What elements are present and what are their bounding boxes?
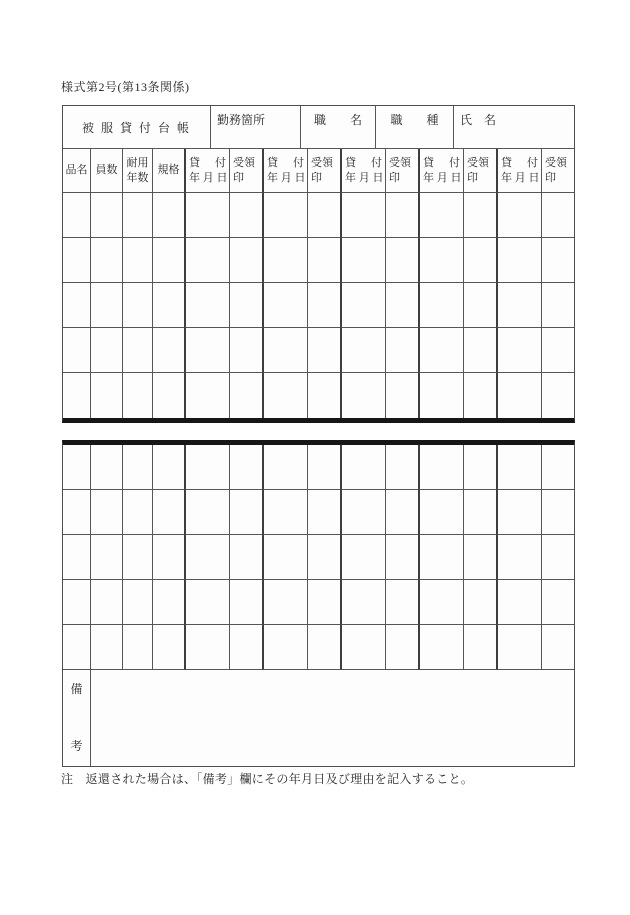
empty-cell	[262, 445, 308, 490]
empty-cell	[91, 373, 123, 418]
empty-cell	[123, 238, 153, 283]
empty-cell	[262, 283, 308, 328]
empty-cell	[386, 283, 418, 328]
loan-char-left: 貸	[345, 156, 356, 169]
empty-cell	[184, 193, 230, 238]
empty-cell	[386, 580, 418, 625]
empty-cell	[386, 625, 418, 670]
table-row	[63, 490, 574, 535]
receipt-seal-line1: 受領	[545, 156, 567, 169]
empty-cell	[542, 193, 574, 238]
empty-cell	[230, 373, 262, 418]
col-header-quantity: 員数	[91, 149, 123, 193]
empty-cell	[123, 373, 153, 418]
table-row	[63, 373, 574, 418]
empty-cell	[262, 535, 308, 580]
empty-cell	[262, 580, 308, 625]
col-header-receipt-seal	[542, 149, 574, 193]
empty-cell	[123, 490, 153, 535]
empty-cell	[308, 625, 340, 670]
empty-cell	[542, 625, 574, 670]
empty-cell	[153, 580, 184, 625]
col-header-loan-date	[184, 149, 230, 193]
remarks-content-cell	[91, 670, 574, 766]
name-cell: 氏 名	[454, 106, 574, 149]
empty-cell	[418, 490, 464, 535]
col-header-loan-date	[496, 149, 542, 193]
empty-cell	[542, 580, 574, 625]
receipt-seal-line1: 受領	[467, 156, 489, 169]
empty-cell	[496, 580, 542, 625]
empty-cell	[496, 625, 542, 670]
col-header-loan-date	[418, 149, 464, 193]
empty-cell	[91, 580, 123, 625]
empty-cell	[262, 373, 308, 418]
empty-cell	[123, 580, 153, 625]
empty-cell	[91, 445, 123, 490]
empty-cell	[230, 580, 262, 625]
col-header-receipt-seal	[464, 149, 496, 193]
empty-cell	[230, 625, 262, 670]
empty-cell	[496, 328, 542, 373]
empty-cell	[542, 373, 574, 418]
empty-cell	[464, 193, 496, 238]
col-header-loan-date	[262, 149, 308, 193]
empty-cell	[340, 490, 386, 535]
empty-cell	[496, 373, 542, 418]
receipt-seal-line1: 受領	[389, 156, 411, 169]
empty-cell	[153, 238, 184, 283]
empty-cell	[123, 445, 153, 490]
empty-cell	[542, 535, 574, 580]
empty-cell	[542, 445, 574, 490]
col-header-receipt-seal	[386, 149, 418, 193]
empty-cell	[464, 535, 496, 580]
receipt-seal-line2: 印	[233, 171, 244, 184]
empty-cell	[496, 238, 542, 283]
col-header-receipt-seal	[308, 149, 340, 193]
empty-cell	[386, 328, 418, 373]
empty-cell	[418, 625, 464, 670]
empty-cell	[153, 373, 184, 418]
empty-cell	[123, 535, 153, 580]
receipt-seal-line1: 受領	[233, 156, 255, 169]
loan-char-right: 付	[527, 156, 538, 169]
empty-cell	[230, 490, 262, 535]
empty-cell	[153, 328, 184, 373]
empty-cell	[464, 283, 496, 328]
col-header-item-name: 品名	[63, 149, 91, 193]
loan-char-left: 貸	[423, 156, 434, 169]
loan-date-line2: 年 月 日	[189, 171, 228, 184]
empty-cell	[308, 535, 340, 580]
work-location-cell: 勤務箇所	[211, 106, 301, 149]
empty-cell	[153, 283, 184, 328]
table-row	[63, 625, 574, 670]
col-header-loan-date	[340, 149, 386, 193]
empty-cell	[63, 193, 91, 238]
empty-cell	[418, 193, 464, 238]
empty-cell	[184, 625, 230, 670]
empty-cell	[308, 445, 340, 490]
empty-cell	[153, 625, 184, 670]
footnote: 注 返還された場合は、「備考」欄にその年月日及び理由を記入すること。	[61, 772, 474, 786]
form-number-label: 様式第2号(第13条関係)	[61, 80, 190, 94]
empty-cell	[91, 193, 123, 238]
table-row	[63, 445, 574, 490]
empty-cell	[340, 535, 386, 580]
empty-cell	[418, 445, 464, 490]
col-header-useful-life	[123, 149, 153, 193]
useful-life-line2: 年数	[126, 171, 149, 184]
empty-cell	[63, 535, 91, 580]
empty-cell	[308, 328, 340, 373]
empty-cell	[153, 193, 184, 238]
empty-cell	[340, 373, 386, 418]
empty-cell	[184, 490, 230, 535]
empty-cell	[63, 328, 91, 373]
empty-cell	[340, 328, 386, 373]
empty-cell	[63, 283, 91, 328]
job-category-cell: 職 種	[376, 106, 454, 149]
job-title-cell: 職 名	[301, 106, 376, 149]
empty-cell	[91, 625, 123, 670]
remarks-label-top: 備	[70, 682, 83, 696]
empty-cell	[230, 193, 262, 238]
empty-cell	[230, 283, 262, 328]
remarks-row	[63, 670, 574, 766]
lower-table-body	[63, 445, 574, 670]
empty-cell	[184, 535, 230, 580]
empty-cell	[123, 283, 153, 328]
empty-cell	[63, 580, 91, 625]
empty-cell	[308, 490, 340, 535]
remarks-label-cell	[63, 670, 91, 766]
empty-cell	[63, 445, 91, 490]
empty-cell	[418, 373, 464, 418]
empty-cell	[464, 445, 496, 490]
empty-cell	[91, 283, 123, 328]
loan-char-right: 付	[371, 156, 382, 169]
empty-cell	[63, 373, 91, 418]
empty-cell	[464, 373, 496, 418]
clothing-loan-ledger-table-upper	[62, 105, 575, 423]
empty-cell	[262, 625, 308, 670]
col-header-specification: 規格	[153, 149, 184, 193]
table-row	[63, 283, 574, 328]
empty-cell	[340, 283, 386, 328]
receipt-seal-line2: 印	[467, 171, 478, 184]
table-row	[63, 193, 574, 238]
empty-cell	[464, 328, 496, 373]
empty-cell	[496, 445, 542, 490]
empty-cell	[63, 625, 91, 670]
empty-cell	[91, 535, 123, 580]
upper-table-body	[63, 193, 574, 418]
receipt-seal-line2: 印	[311, 171, 322, 184]
empty-cell	[308, 580, 340, 625]
clothing-loan-ledger-table-lower	[62, 440, 575, 767]
empty-cell	[184, 445, 230, 490]
empty-cell	[262, 490, 308, 535]
loan-date-line2: 年 月 日	[501, 171, 540, 184]
loan-char-right: 付	[449, 156, 460, 169]
table-row	[63, 580, 574, 625]
empty-cell	[418, 328, 464, 373]
empty-cell	[153, 535, 184, 580]
empty-cell	[184, 373, 230, 418]
empty-cell	[340, 445, 386, 490]
empty-cell	[340, 580, 386, 625]
empty-cell	[464, 490, 496, 535]
table-row	[63, 328, 574, 373]
loan-char-left: 貸	[189, 156, 200, 169]
empty-cell	[496, 193, 542, 238]
empty-cell	[63, 490, 91, 535]
col-header-receipt-seal	[230, 149, 262, 193]
empty-cell	[418, 238, 464, 283]
ledger-header-row	[63, 106, 574, 149]
empty-cell	[91, 328, 123, 373]
empty-cell	[308, 193, 340, 238]
column-header-row	[63, 149, 574, 193]
table-row	[63, 535, 574, 580]
empty-cell	[262, 238, 308, 283]
empty-cell	[308, 283, 340, 328]
empty-cell	[184, 328, 230, 373]
empty-cell	[123, 328, 153, 373]
empty-cell	[184, 238, 230, 283]
empty-cell	[386, 193, 418, 238]
empty-cell	[464, 625, 496, 670]
empty-cell	[340, 193, 386, 238]
empty-cell	[496, 490, 542, 535]
empty-cell	[542, 283, 574, 328]
empty-cell	[230, 535, 262, 580]
empty-cell	[123, 193, 153, 238]
empty-cell	[418, 283, 464, 328]
empty-cell	[418, 535, 464, 580]
empty-cell	[262, 193, 308, 238]
loan-date-line2: 年 月 日	[345, 171, 384, 184]
useful-life-line1: 耐用	[126, 156, 149, 169]
loan-char-left: 貸	[501, 156, 512, 169]
empty-cell	[542, 490, 574, 535]
loan-char-right: 付	[293, 156, 304, 169]
empty-cell	[184, 283, 230, 328]
empty-cell	[230, 238, 262, 283]
empty-cell	[542, 238, 574, 283]
table-row	[63, 238, 574, 283]
receipt-seal-line2: 印	[545, 171, 556, 184]
empty-cell	[496, 283, 542, 328]
empty-cell	[308, 238, 340, 283]
empty-cell	[153, 445, 184, 490]
empty-cell	[386, 490, 418, 535]
empty-cell	[91, 490, 123, 535]
empty-cell	[386, 373, 418, 418]
empty-cell	[496, 535, 542, 580]
empty-cell	[123, 625, 153, 670]
empty-cell	[91, 238, 123, 283]
loan-char-left: 貸	[267, 156, 278, 169]
empty-cell	[63, 238, 91, 283]
empty-cell	[418, 580, 464, 625]
receipt-seal-line2: 印	[389, 171, 400, 184]
empty-cell	[230, 445, 262, 490]
empty-cell	[464, 580, 496, 625]
empty-cell	[386, 535, 418, 580]
receipt-seal-line1: 受領	[311, 156, 333, 169]
empty-cell	[542, 328, 574, 373]
empty-cell	[230, 328, 262, 373]
empty-cell	[464, 238, 496, 283]
empty-cell	[340, 238, 386, 283]
empty-cell	[340, 625, 386, 670]
ledger-title-cell: 被 服 貸 付 台 帳	[63, 106, 211, 149]
remarks-label-bottom: 考	[70, 739, 83, 753]
empty-cell	[184, 580, 230, 625]
loan-date-line2: 年 月 日	[423, 171, 462, 184]
empty-cell	[308, 373, 340, 418]
empty-cell	[386, 238, 418, 283]
loan-date-line2: 年 月 日	[267, 171, 306, 184]
empty-cell	[153, 490, 184, 535]
empty-cell	[386, 445, 418, 490]
loan-char-right: 付	[215, 156, 226, 169]
empty-cell	[262, 328, 308, 373]
